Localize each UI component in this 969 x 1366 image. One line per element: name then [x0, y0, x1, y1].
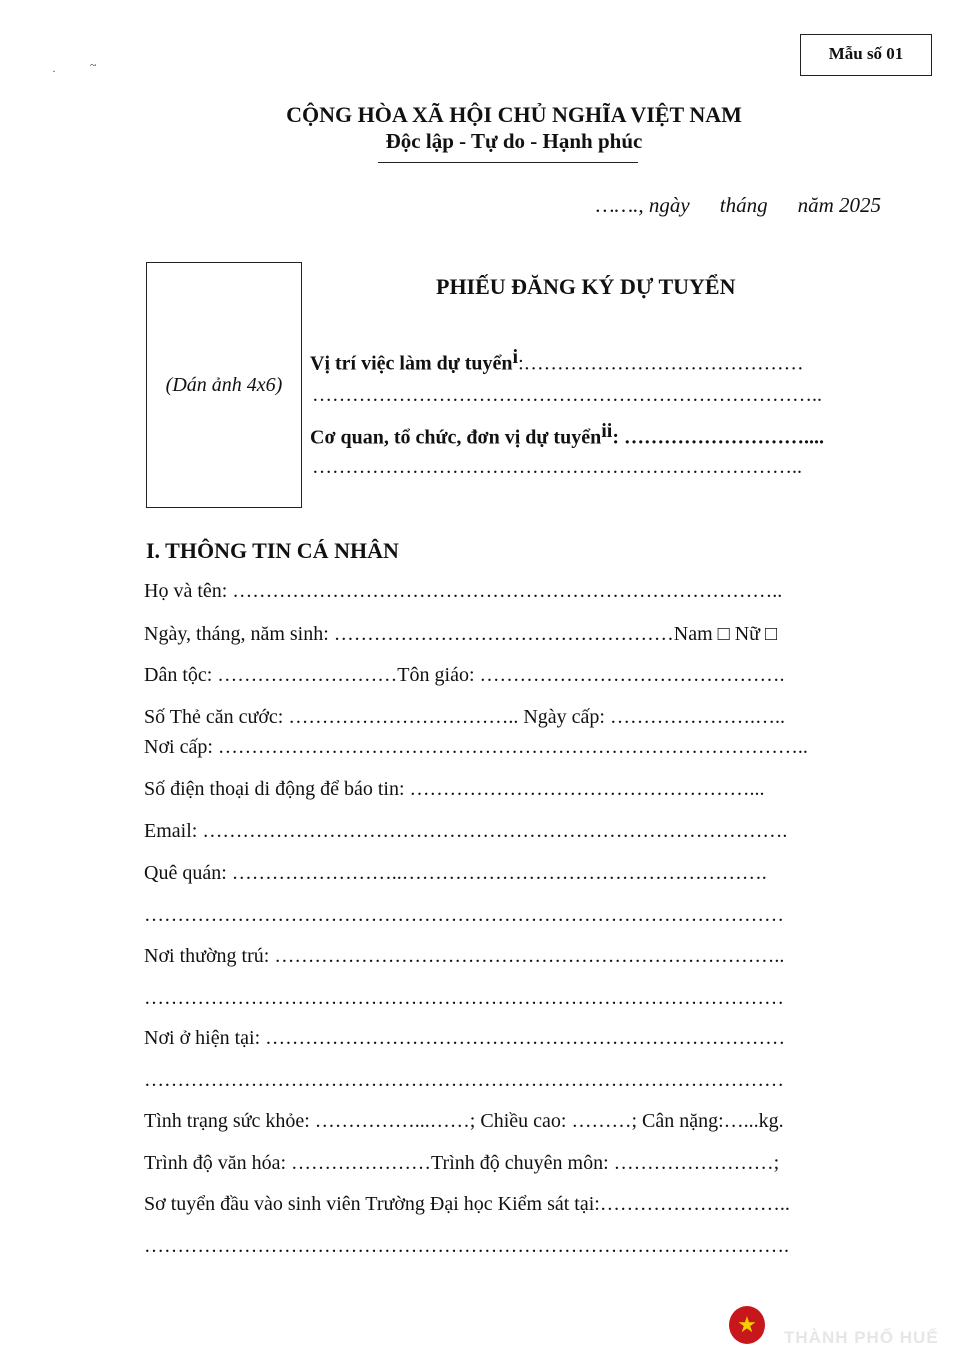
- hometown-field[interactable]: Quê quán: ……………………..……………………………………………….: [144, 862, 767, 884]
- motto-underline: [378, 162, 638, 163]
- form-number: Mẫu số 01: [828, 44, 904, 63]
- form-number-box: [800, 34, 932, 76]
- permanent-residence-field[interactable]: Nơi thường trú: …………………………………………………………………..: [144, 945, 785, 967]
- ethnicity-religion-field[interactable]: Dân tộc: ………………………Tôn giáo: ……………………………………….: [144, 664, 785, 686]
- phone-field[interactable]: Số điện thoại di động để báo tin: ……………………………………………...: [144, 778, 765, 800]
- section-personal-info-heading: I. THÔNG TIN CÁ NHÂN: [146, 538, 399, 563]
- position-dots: :……………………………………: [518, 352, 804, 375]
- photo-placeholder-label: (Dán ảnh 4x6): [165, 373, 283, 396]
- national-title: CỘNG HÒA XÃ HỘI CHỦ NGHĨA VIỆT NAM: [286, 102, 742, 127]
- current-address-line-2[interactable]: ……………………………………………………………………………………: [144, 1069, 784, 1091]
- agency-label: Cơ quan, tổ chức, đơn vị dự tuyển: [310, 426, 602, 449]
- current-address-field[interactable]: Nơi ở hiện tại: ……………………………………………………………………: [144, 1027, 786, 1049]
- preliminary-selection-line-2[interactable]: …………………………………………………………………………………….: [144, 1235, 789, 1257]
- birth-date-gender-field[interactable]: Ngày, tháng, năm sinh: ……………………………………………Nam □ Nữ □: [144, 623, 778, 645]
- national-motto: Độc lập - Tự do - Hạnh phúc: [385, 129, 643, 153]
- agency-field[interactable]: [310, 420, 824, 449]
- health-height-weight-field[interactable]: Tình trạng sức khỏe: ……………...……; Chiều cao: ………; Cân nặng:…...kg.: [144, 1110, 784, 1132]
- preliminary-selection-field[interactable]: Sơ tuyển đầu vào sinh viên Trường Đại học Kiểm sát tại:………………………..: [144, 1193, 790, 1215]
- date-place: ……., ngày: [595, 193, 690, 217]
- scan-mark: ·: [52, 64, 56, 78]
- date-line: [596, 193, 881, 218]
- form-title: PHIẾU ĐĂNG KÝ DỰ TUYỂN: [436, 274, 736, 299]
- education-field[interactable]: Trình độ văn hóa: …………………Trình độ chuyên môn: ……………………;: [144, 1152, 780, 1174]
- national-emblem-icon: [729, 1306, 765, 1344]
- permanent-residence-line-2[interactable]: ……………………………………………………………………………………: [144, 987, 784, 1009]
- position-label: Vị trí việc làm dự tuyển: [310, 352, 513, 375]
- date-year: năm 2025: [797, 193, 881, 217]
- issue-place-field[interactable]: Nơi cấp: ……………………………………………………………………………..: [144, 736, 808, 758]
- photo-placeholder-box: [146, 262, 302, 508]
- hometown-line-2[interactable]: ……………………………………………………………………………………: [144, 904, 784, 926]
- full-name-field[interactable]: Họ và tên: ………………………………………………………………………..: [144, 580, 783, 602]
- date-month: tháng: [719, 193, 768, 217]
- scan-mark: ~: [90, 58, 97, 72]
- position-field[interactable]: [310, 346, 804, 375]
- agency-dots: : ………………………....: [612, 426, 825, 449]
- position-footnote: i: [512, 346, 519, 368]
- position-line-2[interactable]: …………………………………………………………………..: [312, 384, 822, 406]
- emblem-star-icon: ★: [737, 1312, 757, 1337]
- email-field[interactable]: Email: …………………………………………………………………………….: [144, 820, 788, 842]
- id-card-field[interactable]: Số Thẻ căn cước: …………………………….. Ngày cấp: ………………….…..: [144, 706, 785, 728]
- agency-line-2[interactable]: ………………………………………………………………..: [312, 456, 802, 478]
- agency-footnote: ii: [601, 420, 613, 442]
- watermark-text: THÀNH PHỐ HUẾ: [784, 1328, 939, 1347]
